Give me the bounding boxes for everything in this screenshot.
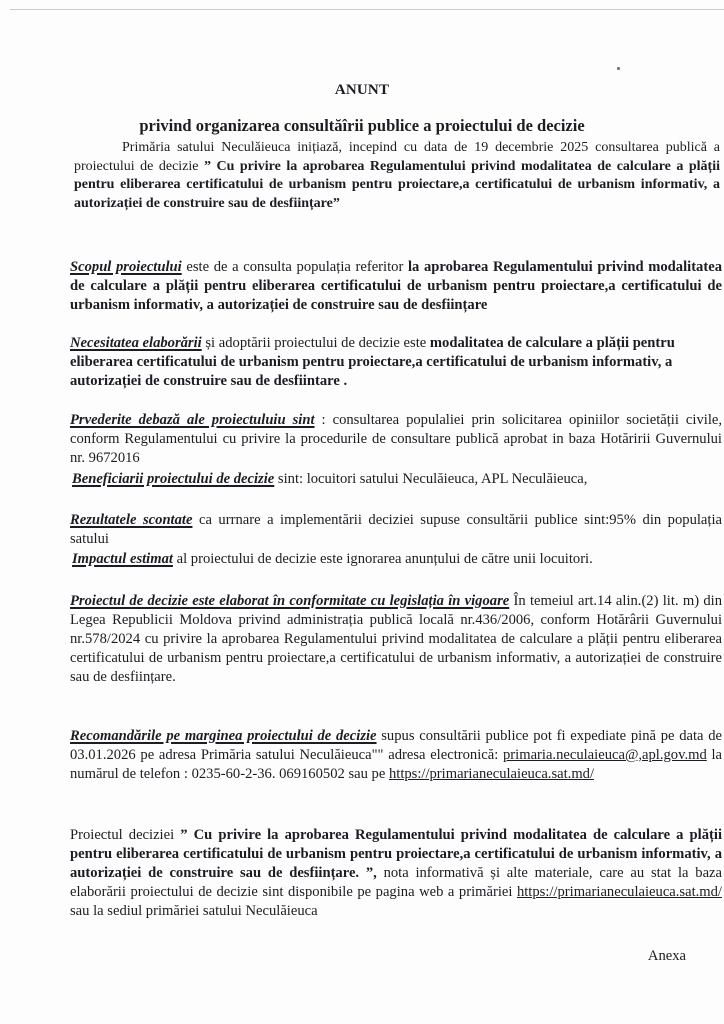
- scan-speck: [617, 67, 620, 70]
- closing-website-link[interactable]: https://primarianeculaieuca.sat.md/: [516, 884, 722, 900]
- results-paragraph: [70, 511, 722, 549]
- legal-paragraph: [70, 592, 722, 687]
- annex-label: Anexa: [647, 948, 686, 964]
- recommendations-text-2: la numărul de telefon : 0235-60-2-36. 069160502 sau pe: [70, 747, 723, 782]
- website-link[interactable]: https://primarianeculaieuca.sat.md/: [388, 766, 595, 782]
- beneficiaries-paragraph: [72, 470, 724, 489]
- recommendations-text-1: supus consultării publice pot fi expediate pină pe data de 03.01.2026 pe adresa Primăria satului Neculăieuca"" adresa electronică:: [70, 728, 722, 763]
- intro-lead: Primăria satului Neculăieuca inițiază, incepind cu data de 19 decembrie 2025 consultarea publică a proiectului de decizie: [74, 140, 720, 174]
- necessity-text: și adoptării proiectului de decizie este: [201, 335, 430, 351]
- intro-paragraph: [74, 139, 720, 213]
- document-subtitle: privind organizarea consultăîrii publice a proiectului de decizie: [139, 116, 585, 135]
- closing-paragraph: [70, 826, 722, 921]
- legal-text: În temeiul art.14 alin.(2) lit. m) din Legea Republicii Moldova privind administrația publică locală nr.436/2006, conform Hotărârii Guvernului nr.578/2024 cu privire la aprobarea Regulamentului privind modalitatea de calculare a plății pentru eliberarea certificatului de urbanism pentru proiectare,a certificatului de urbanism informativ, a autorizației de construire sau de desființare.: [70, 593, 722, 685]
- closing-text-1: nota informativă și alte materiale, care au stat la baza elaborării proiectului de decizie sint disponibile pe pagina web a primăriei: [70, 865, 723, 900]
- impact-text: al proiectului de decizie este ignorarea anunțului de către unii locuitori.: [172, 551, 593, 567]
- scope-paragraph: [70, 258, 722, 315]
- legal-label: Proiectul de decizie este elaborat în conformitate cu legislația în vigoare: [70, 593, 510, 609]
- scope-text: este de a consulta populația referitor: [181, 259, 408, 275]
- necessity-label: Necesitatea elaborării: [70, 335, 202, 351]
- provisions-text: : consultarea populaliei prin solicitarea opiniilor societății civile, conform Regulamentului cu privire la procedurile de consultare publică aprobat in baza Hotăririi Guvernului nr. 9672016: [70, 412, 722, 466]
- provisions-paragraph: [70, 411, 722, 468]
- scope-bold: la aprobarea Regulamentului privind modalitatea de calculare a plății pentru eliberarea certificatului de urbanism pentru proiectare,a certificatului de urbanism informativ, a autorizației de construire sau de desființare: [70, 259, 722, 313]
- results-text: ca urrnare a implementării deciziei supuse consultării publice sint:95% din populația satului: [70, 512, 722, 547]
- page-edge-line: [10, 9, 724, 10]
- provisions-label: Prvederite debază ale proiectuluiu sint: [70, 412, 315, 428]
- necessity-paragraph: [70, 334, 722, 391]
- closing-decision-title: ” Cu privire la aprobarea Regulamentului privind modalitatea de calculare a plății pentru eliberarea certificatului de urbanism pentru proiectare,a certificatului de urbanism informativ, a autorizației de construire sau de desființare. ”,: [70, 827, 722, 881]
- closing-lead: Proiectul deciziei: [70, 827, 181, 843]
- closing-text-2: sau la sediul primăriei satului Neculăieuca: [70, 903, 318, 919]
- impact-label: Impactul estimat: [72, 551, 173, 567]
- recommendations-label: Recomandările pe marginea proiectului de decizie: [70, 728, 377, 744]
- results-label: Rezultatele scontate: [70, 512, 193, 528]
- necessity-bold: modalitatea de calculare a plății pentru eliberarea certificatului de urbanism pentru proiectare,a certificatului de urbanism informativ, a autorizației de construire sau de desfiintare .: [70, 335, 675, 389]
- recommendations-paragraph: [70, 727, 722, 784]
- beneficiaries-label: Beneficiarii proiectului de decizie: [72, 471, 275, 487]
- email-link[interactable]: primaria.neculaieuca@,apl.gov.md: [503, 747, 707, 763]
- document-title: ANUNT: [334, 82, 390, 98]
- impact-paragraph: [72, 550, 724, 569]
- scope-label: Scopul proiectului: [70, 259, 182, 275]
- beneficiaries-text: sint: locuitori satului Neculăieuca, APL Neculăieuca,: [274, 471, 588, 487]
- intro-decision-title: ” Cu privire la aprobarea Regulamentului privind modalitatea de calculare a plății pentru eliberarea certificatului de urbanism pentru proiectare,a certificatului de urbanism informativ, a autorizației de construire sau de desființare”: [74, 158, 720, 211]
